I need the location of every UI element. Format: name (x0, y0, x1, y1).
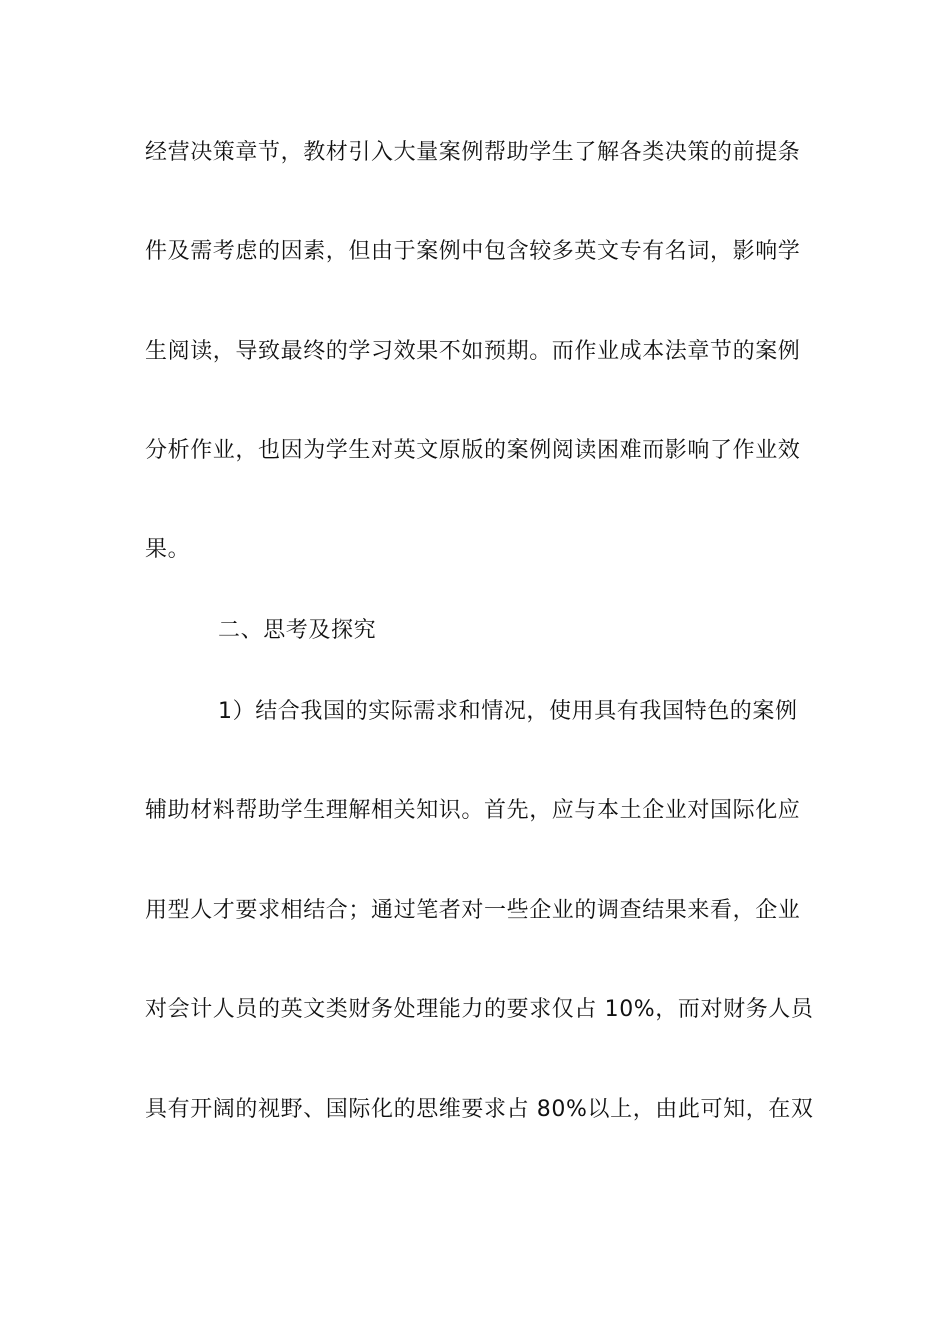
paragraph-line: 辅助材料帮助学生理解相关知识。首先，应与本土企业对国际化应 (145, 798, 801, 823)
paragraph-line: 对会计人员的英文类财务处理能力的要求仅占 10%，而对财务人员 (145, 997, 814, 1022)
paragraph-line: 件及需考虑的因素，但由于案例中包含较多英文专有名词，影响学 (145, 239, 801, 264)
paragraph-line: 用型人才要求相结合；通过笔者对一些企业的调查结果来看，企业 (145, 898, 801, 923)
paragraph-line: 果。 (145, 537, 191, 562)
paragraph-line: 具有开阔的视野、国际化的思维要求占 80%以上，由此可知，在双 (145, 1097, 814, 1122)
paragraph-line: 经营决策章节，教材引入大量案例帮助学生了解各类决策的前提条 (145, 140, 801, 165)
list-item-line: 1）结合我国的实际需求和情况，使用具有我国特色的案例 (218, 699, 798, 724)
paragraph-line: 生阅读，导致最终的学习效果不如预期。而作业成本法章节的案例 (145, 339, 801, 364)
section-heading: 二、思考及探究 (218, 618, 377, 643)
paragraph-line: 分析作业，也因为学生对英文原版的案例阅读困难而影响了作业效 (145, 438, 801, 463)
